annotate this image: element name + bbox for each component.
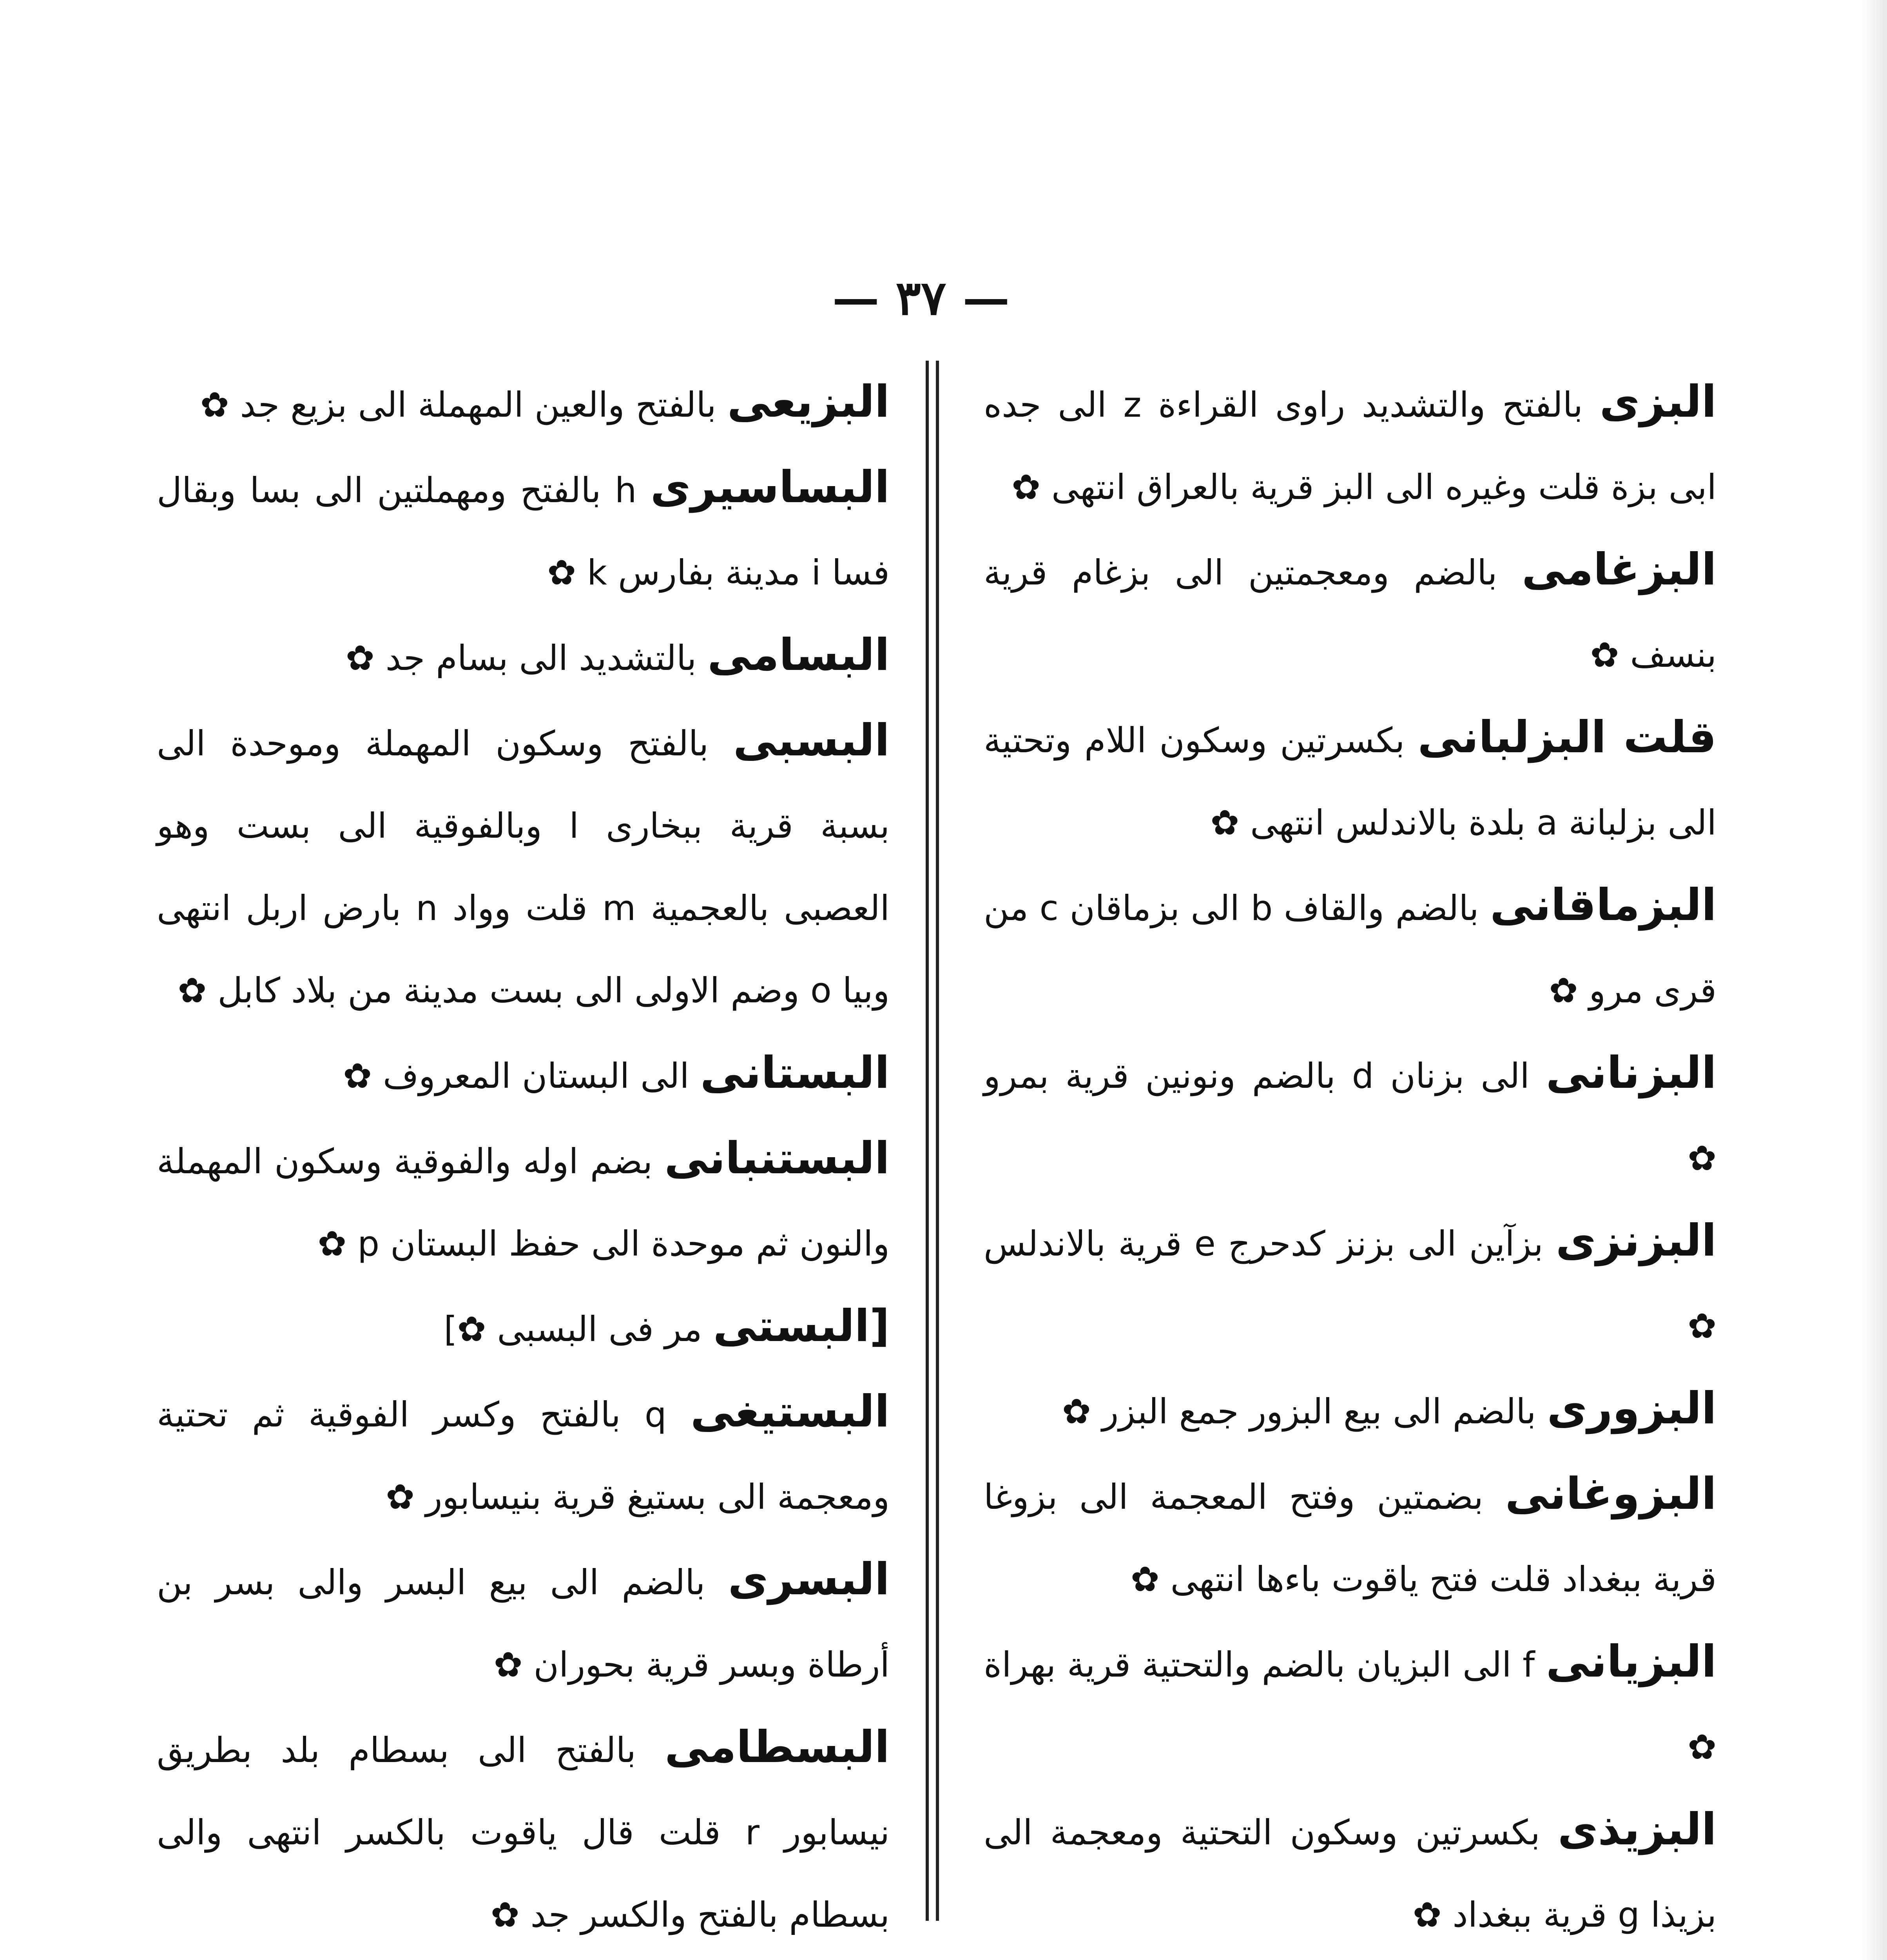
entry-text: بالضم والقاف b الى بزماقان c من قرى مرو ✿ — [984, 888, 1717, 1011]
entry-text: بضمتين وفتح المعجمة الى بزوغا قرية ببغداد قلت فتح ياقوت باءها انتهى ✿ — [984, 1477, 1717, 1599]
dictionary-entry — [984, 1200, 1717, 1367]
entry-text: بكسرتين وسكون اللام وتحتية الى بزلبانة a بلدة بالاندلس انتهى ✿ — [984, 720, 1717, 843]
page-number: — ٣٧ — — [832, 270, 1010, 326]
left-column — [157, 361, 890, 1935]
dictionary-entry — [984, 1621, 1717, 1788]
dictionary-entry — [157, 1117, 890, 1285]
dictionary-entry — [157, 361, 890, 446]
entry-text: بالفتح الى بسطام بلد بطريق نيسابور r قلت قال ياقوت بالكسر انتهى والى بسطام بالفتح والكسر جد ✿ — [157, 1730, 890, 1935]
entry-headword: البزغامى — [1521, 544, 1717, 595]
dictionary-entry — [157, 1706, 890, 1956]
entry-headword: البسامى — [707, 630, 890, 681]
dictionary-entry — [984, 864, 1717, 1032]
entry-text: بالفتح وسكون المهملة وموحدة الى بسبة قرية ببخارى l وبالفوقية الى بست وهو العصبى بالعجمية m قلت وواد n بارض اربل انتهى وبيا o وضم الاولى الى بست مدينة من بلاد كابل ✿ — [157, 723, 890, 1011]
entry-text: بالفتح والعين المهملة الى بزيع جد ✿ — [200, 385, 727, 425]
right-column — [984, 361, 1717, 1935]
dictionary-entry — [984, 361, 1717, 528]
column-divider — [926, 361, 939, 1921]
entry-headword: [البستى — [713, 1301, 890, 1352]
entry-text: بالضم الى بيع البسر والى بسر بن أرطاة وبسر قرية بحوران ✿ — [157, 1562, 890, 1685]
page-edge-shadow — [1863, 0, 1887, 1960]
entry-text: بزآين الى بزنز كدحرج e قرية بالاندلس ✿ — [984, 1223, 1717, 1346]
dictionary-entry — [157, 446, 890, 614]
entry-headword: البسرى — [728, 1554, 890, 1605]
entry-headword: قلت البزلبانى — [1418, 712, 1717, 763]
entry-headword: البسبى — [733, 715, 890, 766]
dictionary-entry — [157, 1032, 890, 1117]
dictionary-entry — [157, 614, 890, 699]
entry-text: q بالفتح وكسر الفوقية ثم تحتية ومعجمة الى بستيغ قرية بنيسابور ✿ — [157, 1394, 890, 1517]
entry-headword: البزيذى — [1557, 1804, 1717, 1855]
dictionary-entry — [157, 1285, 890, 1370]
dictionary-entry — [984, 1788, 1717, 1956]
entry-headword: البزنزى — [1555, 1215, 1717, 1266]
dictionary-entry — [984, 1367, 1717, 1453]
entry-headword: البزيعى — [727, 376, 890, 427]
entry-headword: البزماقانى — [1490, 880, 1717, 931]
entry-text: مر فى البسبى ✿] — [444, 1309, 713, 1349]
entry-text: بضم اوله والفوقية وسكون المهملة والنون ثم موحدة الى حفظ البستان p ✿ — [157, 1141, 890, 1264]
dictionary-entry — [157, 699, 890, 1032]
entry-text: f الى البزيان بالضم والتحتية قرية بهراة ✿ — [984, 1644, 1717, 1767]
entry-text: الى بزنان d بالضم ونونين قرية بمرو ✿ — [984, 1056, 1717, 1178]
entry-text: بالفتح والتشديد راوى القراءة z الى جده ابى بزة قلت وغيره الى البز قرية بالعراق انتهى ✿ — [984, 385, 1717, 507]
entry-headword: البسطامى — [665, 1722, 890, 1773]
entry-text: h بالفتح ومهملتين الى بسا وبقال فسا i مدينة بفارس k ✿ — [157, 470, 890, 593]
dictionary-entry — [157, 1538, 890, 1706]
entry-text: بالضم ومعجمتين الى بزغام قرية بنسف ✿ — [984, 552, 1717, 675]
entry-text: بالضم الى بيع البزور جمع البزر ✿ — [1062, 1391, 1547, 1432]
entry-headword: البزى — [1599, 376, 1717, 427]
entry-headword: البستنبانى — [664, 1133, 890, 1184]
entry-headword: البستانى — [700, 1047, 890, 1098]
entry-headword: البزورى — [1547, 1383, 1717, 1434]
entry-headword: البزنانى — [1546, 1047, 1717, 1098]
entry-text: بالتشديد الى بسام جد ✿ — [346, 638, 708, 678]
entry-text: بكسرتين وسكون التحتية ومعجمة الى بزيذا g قرية ببغداد ✿ — [984, 1812, 1717, 1935]
entry-headword: البزوغانى — [1505, 1468, 1717, 1519]
entry-text: الى البستان المعروف ✿ — [343, 1056, 700, 1096]
dictionary-entry — [984, 696, 1717, 864]
dictionary-entry — [984, 1032, 1717, 1200]
entry-headword: البستيغى — [690, 1386, 890, 1437]
dictionary-entry — [157, 1370, 890, 1538]
dictionary-entry — [984, 1453, 1717, 1621]
dictionary-entry — [984, 528, 1717, 696]
entry-headword: البزيانى — [1546, 1636, 1717, 1687]
entry-headword: البساسيرى — [650, 462, 890, 513]
